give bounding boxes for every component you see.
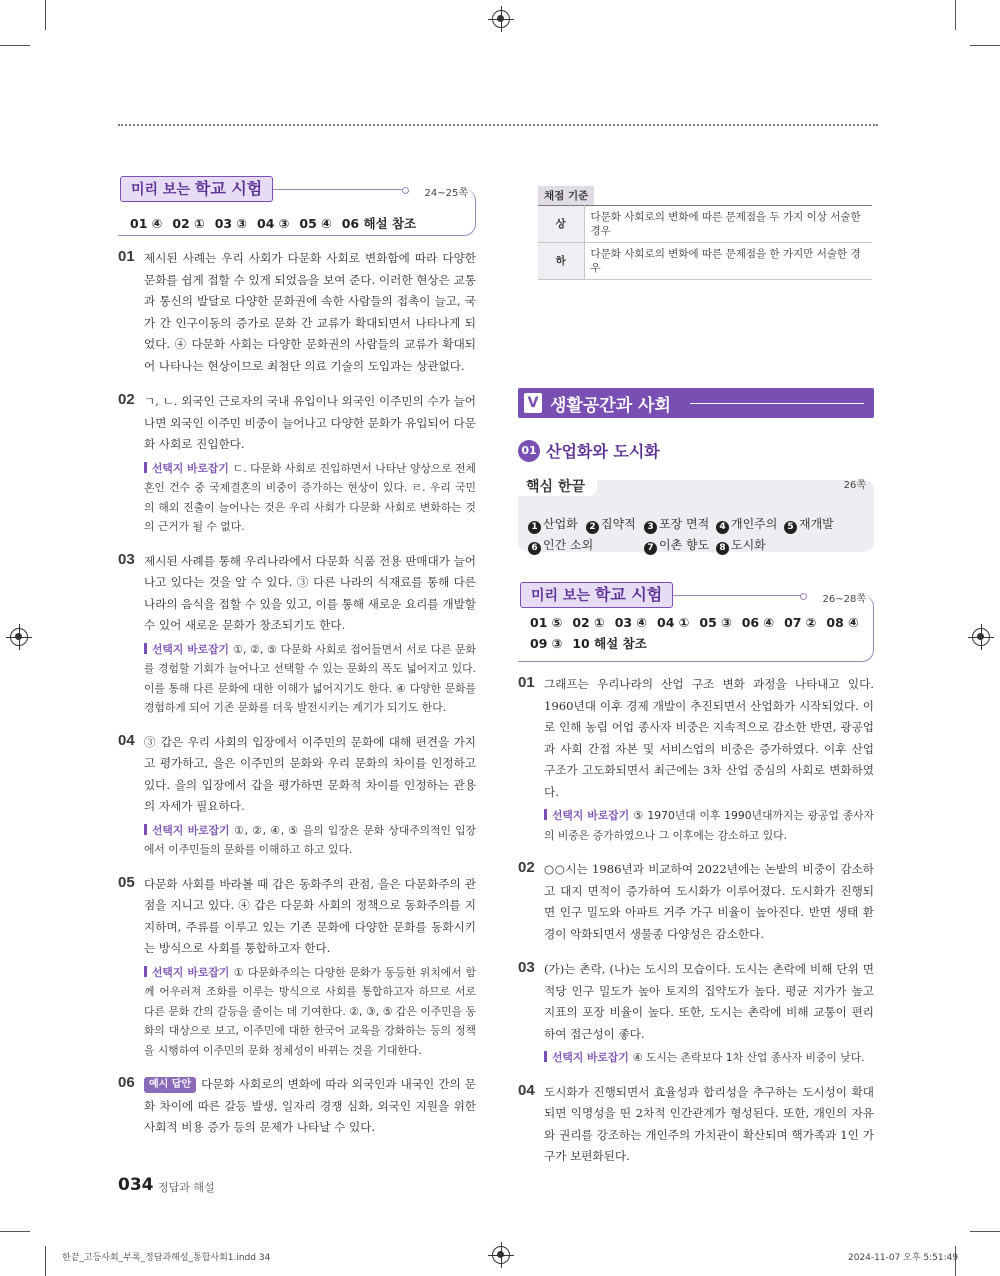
answer: 04 ③ <box>257 216 290 231</box>
choice-text: ㄷ. 다문화 사회로 진입하면서 나타난 양상으로 전체 혼인 건수 중 국제결혼의 비중이 증가하는 현상이 있다. ㄹ. 우리 국민의 해외 진출이 늘어나는 것은 우리 사회가 다문화 사회로 변화하는 것의 근거가 될 수 없다. <box>144 461 476 533</box>
answer: 05 ③ <box>699 615 732 630</box>
unit-header <box>518 388 874 418</box>
choice-correction <box>144 459 476 537</box>
core-term: 도시화 <box>731 538 766 552</box>
answer: 10 해설 참조 <box>572 636 647 651</box>
left-column <box>118 174 476 1153</box>
explanation-item <box>118 248 476 377</box>
print-slug-file: 한끝_고등사회_부록_정답과해설_통합사회1.indd 34 <box>62 1253 271 1263</box>
crop-mark <box>45 0 46 30</box>
answer: 08 ④ <box>826 615 859 630</box>
grading-table <box>538 205 872 280</box>
core-row <box>528 514 834 535</box>
answer-key <box>530 612 869 654</box>
item-number: 04 <box>518 1081 535 1099</box>
choice-correction <box>144 640 476 718</box>
item-text: 다문화 사회를 바라볼 때 갑은 동화주의 관점, 을은 다문화주의 관점을 지니고 있다. ④ 갑은 다문화 사회의 정책으로 동화주의를 지지하며, 주류를 이루고 있는 기존 문화에 다양한 문화를 동화시키는 방식으로 사회를 통합하고자 한다. <box>144 876 476 955</box>
answer: 07 ② <box>784 615 817 630</box>
answer: 06 ④ <box>741 615 775 630</box>
choice-correction <box>544 1048 874 1068</box>
footer-label: 정답과 해설 <box>158 1181 215 1194</box>
core-item <box>586 514 644 535</box>
item-text: ㄱ, ㄴ. 외국인 근로자의 국내 유입이나 외국인 이주민의 수가 늘어나면 외국인 이주민 비중이 늘어나고 다양한 문화가 유입되어 다문화 사회로 진입한다. <box>144 394 476 451</box>
item-text: 제시된 사례를 통해 우리나라에서 다문화 식품 전용 판매대가 늘어나고 있다는 것을 알 수 있다. ③ 다른 나라의 식재료를 통해 다른 나라의 음식을 접할 수 있을 있고, 이를 통해 새로운 요리를 개발할 수 있어 새로운 문화가 창조되기도 한다. <box>144 553 476 632</box>
core-item <box>644 535 716 556</box>
circled-number-icon: 8 <box>716 542 729 555</box>
registration-mark-icon <box>10 628 28 646</box>
core-label: 핵심 한끝 <box>518 474 597 496</box>
core-item <box>528 535 644 556</box>
circled-number-icon: 1 <box>528 521 541 534</box>
item-text <box>144 1074 476 1139</box>
core-term: 산업화 <box>543 517 578 531</box>
grading-criteria <box>538 184 874 280</box>
answer: 03 ④ <box>614 615 648 630</box>
core-term: 재개발 <box>799 517 834 531</box>
choice-text: ① 다문화주의는 다양한 문화가 동등한 위치에서 함께 어우러져 조화를 이루는 방식으로 사회를 통합하고자 하므로 서로 다른 문화 간의 갈등을 줄이는 데 기여한다. ②, ③, ⑤ 갑은 이주민을 동화의 대상으로 보고, 이주민에 대한 한국어 교육을 강화하는 등의 정책을 시행하여 이주민의 문화 정체성이 바뀌는 것을 기대한다. <box>144 965 476 1057</box>
choice-text: ⑤ 1970년대 이후 1990년대까지는 광공업 종사자의 비중은 증가하였으나 그 이후에는 감소하고 있다. <box>544 809 874 842</box>
item-number: 06 <box>118 1074 135 1091</box>
core-summary-box <box>518 480 874 552</box>
item-number: 02 <box>118 391 135 408</box>
circled-number-icon: 5 <box>784 521 797 534</box>
page-number: 034 <box>118 1175 154 1195</box>
registration-mark-icon <box>492 10 510 28</box>
circled-number-icon: 3 <box>644 521 657 534</box>
circled-number-icon: 4 <box>716 521 729 534</box>
item-text: 제시된 사례는 우리 사회가 다문화 사회로 변화함에 따라 다양한 문화를 쉽게 접할 수 있게 되었음을 보여 준다. 이러한 현상은 교통과 통신의 발달로 다양한 문화권에 속한 사람들의 접촉이 늘고, 국가 간 인구이동의 증가로 문화 간 교류가 확대되면서 나타나게 되었다. ④ 다문화 사회는 다양한 문화권의 사람들의 교류가 확대되어 나타나는 현상이므로 최첨단 의료 기술의 도입과는 상관없다. <box>144 251 476 373</box>
section-number: 01 <box>518 440 540 462</box>
registration-mark-icon <box>972 628 990 646</box>
preview-test-box <box>118 174 476 236</box>
circled-number-icon: 7 <box>644 542 657 555</box>
preview-test-label: 미리 보는 학교 시험 <box>120 176 273 202</box>
print-slug-timestamp: 2024-11-07 오후 5:51:49 <box>848 1253 959 1263</box>
section-title: 산업화와 도시화 <box>546 442 660 461</box>
choice-text: ①, ②, ④, ⑤ 을의 입장은 문화 상대주의적인 입장에서 이주민들의 문화를 이해하고 하고 있다. <box>144 823 476 856</box>
choice-tag: 선택지 바로잡기 <box>144 462 229 475</box>
core-item <box>644 514 716 535</box>
explanation-item <box>118 391 476 537</box>
core-term: 포장 면적 <box>659 517 710 531</box>
item-number: 02 <box>518 859 535 876</box>
answer: 03 ③ <box>214 216 248 231</box>
preview-test-label: 미리 보는 학교 시험 <box>520 582 673 608</box>
explanation-item <box>118 874 476 1061</box>
item-text: 도시화가 진행되면서 효율성과 합리성을 추구하는 도시성이 확대되면 익명성을 띤 2차적 인간관계가 형성된다. 또한, 개인의 자유와 권리를 강조하는 개인주의 가치관이 확산되며 핵가족과 1인 가구가 보편화된다. <box>544 1084 874 1163</box>
grade-desc: 다문화 사회로의 변화에 따른 문제점을 한 가지만 서술한 경우 <box>584 243 872 280</box>
item-number: 01 <box>118 248 135 265</box>
answer-key <box>130 214 426 232</box>
unit-rule <box>690 403 864 404</box>
core-term: 인간 소외 <box>543 538 594 552</box>
answer-row <box>530 612 869 633</box>
page-range: 26~28쪽 <box>822 594 866 605</box>
item-number: 04 <box>118 731 135 749</box>
core-row <box>528 535 834 556</box>
unit-number: V <box>524 393 542 413</box>
explanation-item <box>518 859 874 945</box>
choice-correction <box>144 821 476 860</box>
unit-title: 생활공간과 사회 <box>550 396 671 416</box>
answer: 02 ① <box>172 216 205 231</box>
page-range: 24~25쪽 <box>424 188 468 199</box>
grade-level: 상 <box>538 206 584 243</box>
item-text: ③ 갑은 우리 사회의 입장에서 이주민의 문화에 대해 편견을 가지고 평가하고, 을은 이주민의 문화와 우리 문화의 차이를 인정하고 있다. 을의 입장에서 갑을 평가하면 문화적 차이를 인정하는 관용의 자세가 필요하다. <box>144 734 476 813</box>
answer: 02 ① <box>572 615 605 630</box>
choice-tag: 선택지 바로잡기 <box>144 643 229 656</box>
explanation-item <box>518 1082 874 1168</box>
table-row <box>538 206 872 243</box>
item-number: 05 <box>118 873 135 891</box>
choice-tag: 선택지 바로잡기 <box>144 966 229 979</box>
answer: 01 ④ <box>130 216 163 231</box>
crop-mark <box>955 0 956 30</box>
registration-mark-icon <box>492 1246 510 1264</box>
explanation-item <box>118 1074 476 1139</box>
core-item <box>716 514 784 535</box>
item-text: (가)는 촌락, (나)는 도시의 모습이다. 도시는 촌락에 비해 단위 면적당 인구 밀도가 높아 토지의 집약도가 높다. 평균 지가가 높고 지표의 포장 비율이 높다. 또한, 도시는 촌락에 비해 교통이 편리하여 접근성이 좋다. <box>544 962 874 1041</box>
choice-tag: 선택지 바로잡기 <box>544 809 629 822</box>
answer-row <box>530 633 869 654</box>
crop-mark <box>970 45 1000 46</box>
circled-number-icon: 6 <box>528 542 541 555</box>
item-text: 그래프는 우리나라의 산업 구조 변화 과정을 나타내고 있다. 1960년대 이후 경제 개발이 추진되면서 산업화가 시작되었다. 이로 인해 농림 어업 종사자 비중은 지속적으로 감소한 반면, 광공업과 사회 간접 자본 및 서비스업의 비중은 증가하였다. 이후 산업 구조가 고도화되면서 최근에는 3차 산업 중심의 사회로 변화하였다. <box>544 677 874 799</box>
explanation-item <box>118 732 476 860</box>
choice-tag: 선택지 바로잡기 <box>144 824 230 837</box>
grade-desc: 다문화 사회로의 변화에 따른 문제점을 두 가지 이상 서술한 경우 <box>584 206 872 243</box>
crop-mark <box>45 1246 46 1276</box>
core-item <box>716 535 766 556</box>
crop-mark <box>0 45 30 46</box>
choice-text: ①, ②, ⑤ 다문화 사회로 접어들면서 서로 다른 문화를 경험할 기회가 늘어나고 선택할 수 있는 문화의 폭도 넓어지고 있다. 이를 통해 다른 문화에 대한 이해가 넓어지기도 한다. ④ 다양한 문화를 경험하게 되어 기존 문화를 더욱 발전시키는 계기가 되기도 한다. <box>144 642 476 714</box>
grade-level: 하 <box>538 243 584 280</box>
crop-mark <box>970 1231 1000 1232</box>
item-number: 03 <box>118 550 135 568</box>
right-column <box>518 184 874 1182</box>
preview-test-box <box>518 580 874 662</box>
header-dotted-rule <box>118 124 878 126</box>
table-row <box>538 243 872 280</box>
answer: 05 ④ <box>299 216 332 231</box>
choice-correction <box>544 806 874 845</box>
core-term: 이촌 향도 <box>659 538 710 552</box>
example-answer-text: 다문화 사회로의 변화에 따라 외국인과 내국인 간의 문화 차이에 따른 갈등 발생, 일자리 경쟁 심화, 외국인 지원을 위한 사회적 비용 증가 등의 문제가 나타날 수 있다. <box>144 1077 476 1134</box>
explanation-item <box>518 674 874 845</box>
core-list <box>528 514 834 556</box>
item-text: ○○시는 1986년과 비교하여 2022년에는 논밭의 비중이 감소하고 대지 면적이 증가하여 도시화가 이루어졌다. 도시화가 진행되면 인구 밀도와 아파트 거주 가구 비율이 높아진다. 반면 생태 환경이 악화되면서 생물종 다양성은 감소한다. <box>544 862 874 941</box>
choice-text: ④ 도시는 촌락보다 1차 산업 종사자 비중이 낮다. <box>632 1051 865 1064</box>
answer: 09 ③ <box>530 636 563 651</box>
crop-mark <box>0 1231 30 1232</box>
core-item <box>784 514 834 535</box>
explanation-item <box>118 551 476 718</box>
choice-tag: 선택지 바로잡기 <box>544 1051 629 1064</box>
circled-number-icon: 2 <box>586 521 599 534</box>
answer: 06 해설 참조 <box>341 216 417 231</box>
choice-correction <box>144 963 476 1061</box>
core-item <box>528 514 586 535</box>
section-header <box>518 438 874 466</box>
item-number: 01 <box>518 674 535 691</box>
core-term: 개인주의 <box>731 517 778 531</box>
item-number: 03 <box>518 959 535 976</box>
grading-title: 채점 기준 <box>538 186 594 205</box>
example-answer-tag: 예시 답안 <box>144 1077 196 1093</box>
core-page: 26쪽 <box>843 480 866 491</box>
answer: 01 ⑤ <box>530 615 563 630</box>
core-term: 집약적 <box>601 517 636 531</box>
explanation-item <box>518 959 874 1068</box>
answer: 04 ① <box>657 615 690 630</box>
